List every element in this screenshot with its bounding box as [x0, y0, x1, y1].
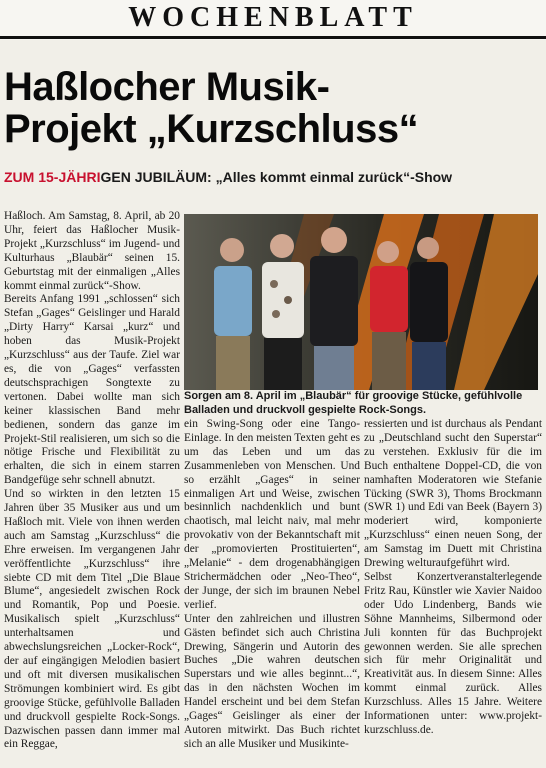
subheadline	[4, 168, 544, 186]
headline-line-2: Projekt „Kurzschluss“	[4, 107, 419, 151]
paragraph: Unter den zahlreichen und illustren Gästen befindet sich auch Christina Drewing, Sängerin und Autorin des Buches „Die wahren deutschen Superstars und wie alles beginnt...“, das in den nächsten Wochen im Handel erscheint und bei dem Stefan „Gages“ Geislinger als einer der Autoren mitwirkt. Das Buch richtet sich an alle Musiker und Musikinte-	[184, 612, 360, 750]
masthead	[0, 0, 546, 40]
subheadline-black: GEN JUBILÄUM: „Alles kommt einmal zurück“-Show	[100, 169, 453, 185]
article-column-1	[4, 210, 180, 768]
band-photo	[184, 214, 538, 390]
article-column-3	[364, 418, 542, 768]
headline	[4, 66, 542, 150]
paragraph: Bereits Anfang 1991 „schlossen“ sich Stefan „Gages“ Geislinger und Harald „Dirty Harry“ Karsai „kurz“ und hoben das Musik-Projekt „Kurzschluss“ aus der Taufe. Ziel war es, die von „Gages“ verfassten deutschsprachigen Songtexte zu vertonen. Dabei wollte man sich keiner klassischen Band mehr bedienen, sondern das ganze im Projekt-Stil realisieren, um sich so die nötige Frische und Flexibilität zu erhalten, die sich in einem starren Bandgefüge sehr schnell abnutzt.	[4, 293, 180, 487]
newspaper-title: WOCHENBLATT	[128, 2, 418, 33]
photo-caption: Sorgen am 8. April im „Blaubär“ für groovige Stücke, gefühlvolle Balladen und druckvoll gespielte Rock-Songs.	[184, 390, 523, 416]
masthead-rule	[0, 36, 546, 39]
headline-line-1: Haßlocher Musik-	[4, 65, 330, 109]
band-photo-image	[184, 214, 538, 390]
paragraph: Und so wirkten in den letzten 15 Jahren über 35 Musiker aus und um Haßloch mit. Viele von ihnen werden auch am Samstag „Kurzschluss“ die Ehre erweisen. Im vergangenen Jahr veröffentlichte „Kurzschluss“ ihre siebte CD mit dem Titel „Die Blaue Blume“, angesiedelt zwischen Rock und Romantik, Pop und Poesie. Musikalisch spielt „Kurzschluss“ unterhaltsamen und abwechslungsreichen „Locker-Rock“, der auf eingängigen Melodien basiert und oft mit diversen musikalischen Strömungen kombiniert wird. Es gibt groovige Stücke, gefühlvolle Balladen und druckvoll gespielte Rock-Songs. Dazwischen passen dann immer mal ein Reggae,	[4, 488, 180, 751]
paragraph: Selbst Konzertveranstalterlegende Fritz Rau, Künstler wie Xavier Naidoo oder Udo Lindenberg, Bands wie Söhne Mannheims, Silbermond oder Juli konnten für das Buchprojekt gewonnen werden. Sie alle sprechen sich für mehr Originalität und Kreativität aus. In diesem Sinne: Alles kommt einmal zurück. Alles Kurzschluss. Alles 15 Jahre. Weitere Informationen unter: www.projekt-kurzschluss.de.	[364, 570, 542, 736]
paragraph: ein Swing-Song oder eine Tango-Einlage. In den meisten Texten geht es um das Leben und um das Zusammenleben von Menschen. Und so erzählt „Gages“ in seiner einmaligen Art und Weise, zwischen besinnlich nachdenklich und bunt chaotisch, mal leicht naiv, mal mehr provokativ von der Bekanntschaft mit der „promovierten Prostituierten“, „Melanie“ - dem drogenabhängigen Strichermädchen oder „Neo-Theo“, der Junge, der sich im braunen Nebel verlief.	[184, 418, 360, 611]
subheadline-red: ZUM 15-JÄHRI	[4, 169, 101, 185]
paragraph: ressierten und ist durchaus als Pendant zu „Deutschland sucht den Superstar“ zu verstehen. Exklusiv für die im Buch enthaltene Doppel-CD, die von namhaften Moderatoren wie Stefanie Tücking (SWR 3), Thoms Brockmann (SWR 1) und Edi van Beek (Bayern 3) moderiert wird, komponierte „Kurzschluss“ einen neuen Song, der am Samstag im Duett mit Christina Drewing welturaufgeführt wird.	[364, 418, 542, 570]
article-column-2	[184, 418, 360, 768]
paragraph: Haßloch. Am Samstag, 8. April, ab 20 Uhr, feiert das Haßlocher Musik-Projekt „Kurzschluss“ im Jugend- und Kulturhaus „Blaubär“ seinen 15. Geburtstag mit der einmaligen „Alles kommt einmal zurück“-Show.	[4, 210, 180, 292]
